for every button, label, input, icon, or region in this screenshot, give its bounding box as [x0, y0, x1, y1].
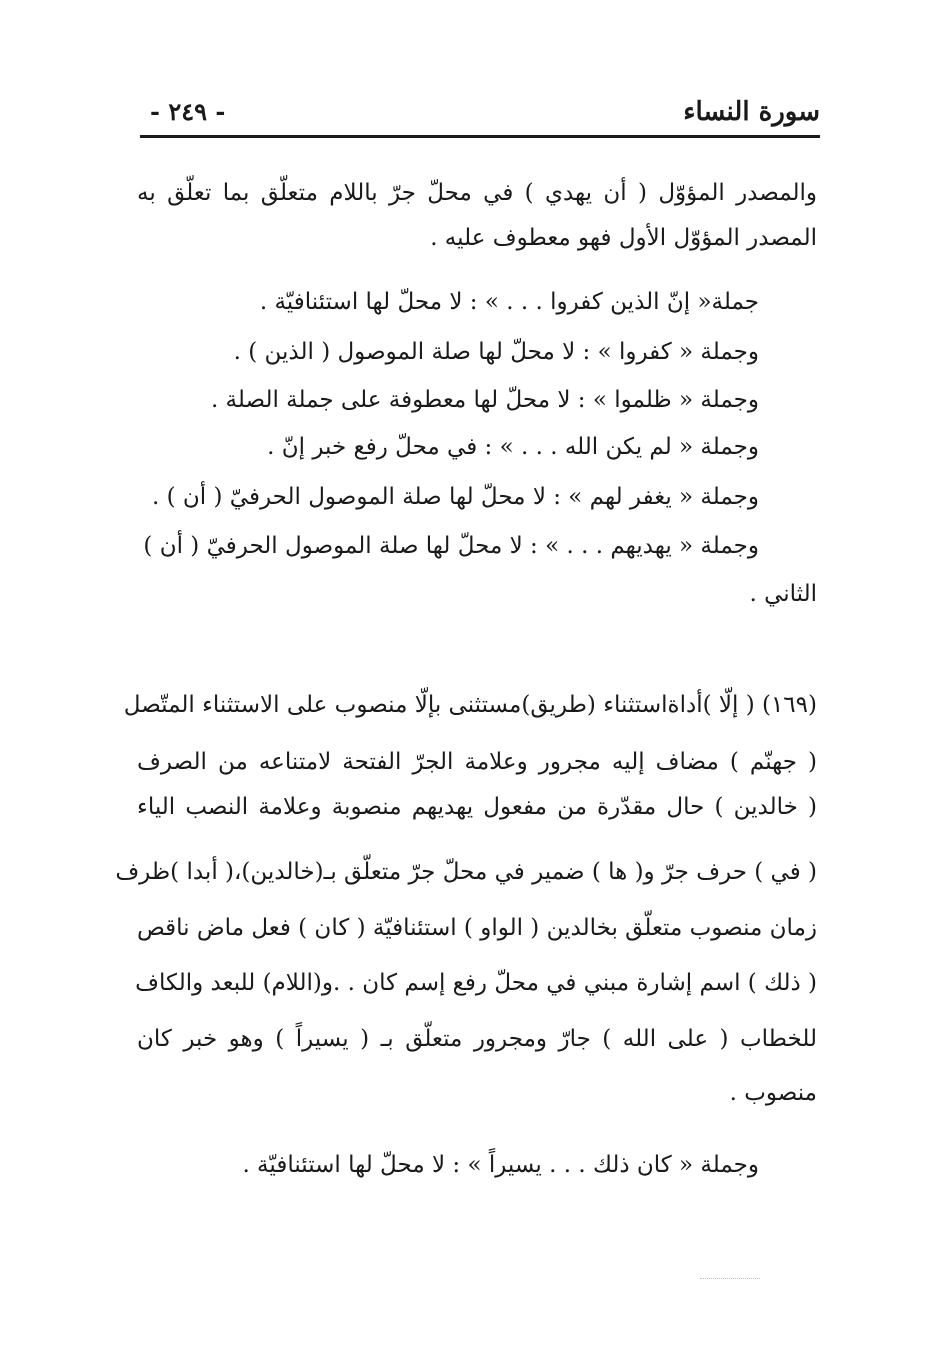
verse169-line-5: زمان منصوب متعلّق بخالدين ( الواو ) استئنافيّة ( كان ) فعل ماض ناقص [136, 915, 817, 941]
sentence-6-continued: الثاني . [749, 581, 817, 607]
verse169-line-3: ( خالدين ) حال مقدّرة من مفعول يهديهم منصوبة وعلامة النصب الياء [137, 794, 817, 820]
sentence-2: وجملة « كفروا » : لا محلّ لها صلة الموصول ( الذين ) . [233, 339, 759, 365]
scan-speck [700, 1278, 760, 1280]
verse169-line-2: ( جهنّم ) مضاف إليه مجرور وعلامة الجرّ الفتحة لامتناعه من الصرف [137, 749, 817, 775]
verse169-line-7: للخطاب ( على الله ) جارّ ومجرور متعلّق بـ ( يسيراً ) وهو خبر كان [137, 1026, 817, 1052]
surah-title: سورة النساء [683, 97, 820, 127]
verse169-line-1: (١٦٩) ( إلّا )أداةاستثناء (طريق)مستثنى بإلّا منصوب على الاستثناء المتّصل [123, 692, 817, 718]
verse169-line-6: ( ذلك ) اسم إشارة مبني في محلّ رفع إسم كان . .و(اللام) للبعد والكاف [135, 970, 817, 996]
sentence-5: وجملة « يغفر لهم » : لا محلّ لها صلة الموصول الحرفيّ ( أن ) . [152, 484, 759, 510]
verse169-line-8: منصوب . [729, 1080, 817, 1106]
paragraph1-line-2: المصدر المؤوّل الأول فهو معطوف عليه . [430, 225, 817, 251]
paragraph1-line-1: والمصدر المؤوّل ( أن يهدي ) في محلّ جرّ باللام متعلّق بما تعلّق به [137, 180, 817, 206]
sentence-3: وجملة « ظلموا » : لا محلّ لها معطوفة على جملة الصلة . [210, 387, 759, 413]
header-rule [140, 135, 820, 138]
page-number: - ٢٤٩ - [150, 97, 226, 126]
sentence-4: وجملة « لم يكن الله . . . » : في محلّ رفع خبر إنّ . [267, 434, 759, 460]
verse169-line-4: ( في ) حرف جرّ و( ها ) ضمير في محلّ جرّ متعلّق بـ(خالدين)،( أبدا )ظرف [115, 859, 817, 885]
sentence-6: وجملة « يهديهم . . . » : لا محلّ لها صلة الموصول الحرفيّ ( أن ) [143, 533, 759, 559]
page-header [140, 92, 820, 132]
sentence-1: جملة« إنّ الذين كفروا . . . » : لا محلّ لها استئنافيّة . [259, 289, 759, 315]
final-sentence: وجملة « كان ذلك . . . يسيراً » : لا محلّ لها استئنافيّة . [242, 1152, 759, 1178]
